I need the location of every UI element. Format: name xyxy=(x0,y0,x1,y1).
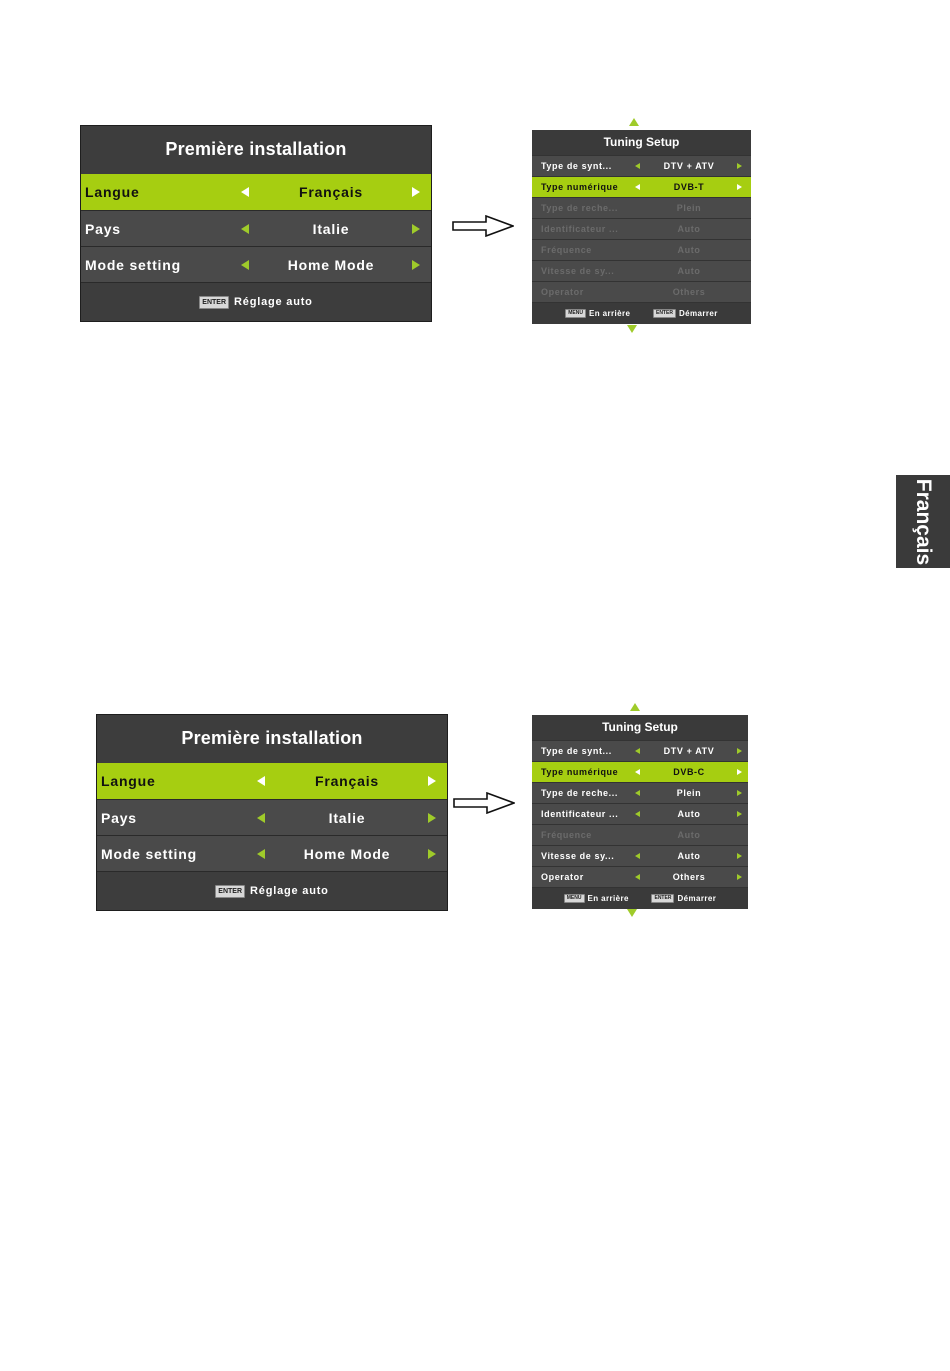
first-install-panel-2 xyxy=(96,714,448,911)
network-id-row[interactable] xyxy=(532,803,748,824)
left-arrow-icon[interactable] xyxy=(241,187,249,197)
row-value: Auto xyxy=(677,245,701,255)
menu-key-icon: MENU xyxy=(564,894,585,903)
left-arrow-icon[interactable] xyxy=(241,224,249,234)
side-tab-label: Français xyxy=(912,478,935,565)
left-arrow-icon[interactable] xyxy=(257,776,265,786)
panel-title: Première installation xyxy=(165,139,347,159)
digital-type-row[interactable] xyxy=(532,761,748,782)
left-arrow-icon[interactable] xyxy=(241,260,249,270)
row-label: Fréquence xyxy=(541,245,592,255)
row-label: Type numérique xyxy=(541,182,619,192)
panel-title: Première installation xyxy=(181,728,363,748)
row-label: Mode setting xyxy=(85,257,181,273)
back-hint[interactable] xyxy=(564,888,629,909)
tuning-type-row[interactable] xyxy=(532,155,751,176)
frequency-row xyxy=(532,824,748,845)
row-value: Français xyxy=(299,184,363,200)
operator-row[interactable] xyxy=(532,866,748,887)
country-row[interactable] xyxy=(97,799,447,835)
enter-key-icon: ENTER xyxy=(651,894,674,903)
language-row[interactable] xyxy=(81,174,431,210)
row-value: DTV + ATV xyxy=(663,746,715,756)
mode-setting-row[interactable] xyxy=(97,835,447,871)
row-label: Vitesse de sy... xyxy=(541,266,615,276)
row-value: DVB-T xyxy=(673,182,705,192)
mode-setting-row[interactable] xyxy=(81,246,431,282)
scroll-up-icon[interactable] xyxy=(629,118,639,126)
row-value: Auto xyxy=(677,809,701,819)
panel-title: Tuning Setup xyxy=(532,715,748,740)
right-arrow-icon[interactable] xyxy=(412,187,420,197)
row-value: Auto xyxy=(677,224,701,234)
hint-text: Réglage auto xyxy=(234,296,313,308)
row-label: Pays xyxy=(85,221,121,237)
row-label: Type de reche... xyxy=(541,203,618,213)
scroll-down-icon[interactable] xyxy=(627,325,637,333)
left-arrow-icon[interactable] xyxy=(635,748,640,754)
right-arrow-icon[interactable] xyxy=(737,769,742,775)
row-value: Home Mode xyxy=(287,257,375,273)
back-text: En arrière xyxy=(589,309,631,318)
left-arrow-icon[interactable] xyxy=(635,790,640,796)
scroll-up-icon[interactable] xyxy=(630,703,640,711)
back-hint[interactable] xyxy=(565,303,630,324)
row-label: Mode setting xyxy=(101,846,197,862)
menu-key-icon: MENU xyxy=(565,309,586,318)
enter-key-icon: ENTER xyxy=(215,885,245,898)
left-arrow-icon[interactable] xyxy=(257,849,265,859)
left-arrow-icon[interactable] xyxy=(635,184,640,190)
row-value: Italie xyxy=(328,810,366,826)
row-label: Vitesse de sy... xyxy=(541,851,615,861)
right-arrow-icon[interactable] xyxy=(428,813,436,823)
right-arrow-icon[interactable] xyxy=(737,790,742,796)
row-value: Plein xyxy=(676,788,702,798)
row-label: Langue xyxy=(101,773,156,789)
row-label: Type numérique xyxy=(541,767,619,777)
row-label: Operator xyxy=(541,287,584,297)
row-value: Home Mode xyxy=(303,846,391,862)
row-value: DTV + ATV xyxy=(663,161,715,171)
tuning-footer xyxy=(532,887,748,909)
row-value: Auto xyxy=(677,851,701,861)
row-label: Type de synt... xyxy=(541,746,612,756)
enter-key-icon: ENTER xyxy=(653,309,676,318)
start-text: Démarrer xyxy=(677,894,717,903)
right-arrow-icon[interactable] xyxy=(737,853,742,859)
country-row[interactable] xyxy=(81,210,431,246)
row-value: DVB-C xyxy=(673,767,705,777)
symbol-rate-row xyxy=(532,260,751,281)
enter-key-icon: ENTER xyxy=(199,296,229,309)
start-text: Démarrer xyxy=(678,309,718,318)
right-arrow-icon[interactable] xyxy=(737,811,742,817)
row-value: Plein xyxy=(676,203,702,213)
tuning-type-row[interactable] xyxy=(532,740,748,761)
row-value: Italie xyxy=(312,221,350,237)
left-arrow-icon[interactable] xyxy=(635,769,640,775)
row-value: Auto xyxy=(677,266,701,276)
tuning-footer xyxy=(532,302,751,324)
right-outline-arrow-icon xyxy=(453,792,515,814)
network-id-row xyxy=(532,218,751,239)
tuning-setup-panel-1 xyxy=(532,130,751,324)
scroll-down-icon[interactable] xyxy=(627,909,637,917)
hint-text: Réglage auto xyxy=(250,885,329,897)
row-label: Type de synt... xyxy=(541,161,612,171)
row-value: Auto xyxy=(677,830,701,840)
row-value: Others xyxy=(672,287,706,297)
right-arrow-icon[interactable] xyxy=(412,260,420,270)
left-arrow-icon[interactable] xyxy=(635,811,640,817)
symbol-rate-row[interactable] xyxy=(532,845,748,866)
start-hint[interactable] xyxy=(651,888,716,909)
operator-row xyxy=(532,281,751,302)
tuning-setup-panel-2 xyxy=(532,715,748,909)
auto-tune-hint[interactable] xyxy=(81,282,431,321)
left-arrow-icon[interactable] xyxy=(257,813,265,823)
row-label: Identificateur ... xyxy=(541,224,619,234)
right-arrow-icon[interactable] xyxy=(428,849,436,859)
left-arrow-icon[interactable] xyxy=(635,874,640,880)
language-row[interactable] xyxy=(97,763,447,799)
row-label: Operator xyxy=(541,872,584,882)
language-side-tab xyxy=(896,475,950,568)
right-arrow-icon[interactable] xyxy=(428,776,436,786)
row-value: Français xyxy=(315,773,379,789)
row-label: Pays xyxy=(101,810,137,826)
auto-tune-hint[interactable] xyxy=(97,871,447,910)
panel-title: Tuning Setup xyxy=(532,130,751,155)
row-value: Others xyxy=(672,872,706,882)
right-arrow-icon[interactable] xyxy=(737,874,742,880)
right-arrow-icon[interactable] xyxy=(737,163,742,169)
start-hint[interactable] xyxy=(653,303,718,324)
left-arrow-icon[interactable] xyxy=(635,853,640,859)
row-label: Langue xyxy=(85,184,140,200)
frequency-row xyxy=(532,239,751,260)
right-outline-arrow-icon xyxy=(452,215,514,237)
row-label: Identificateur ... xyxy=(541,809,619,819)
left-arrow-icon[interactable] xyxy=(635,163,640,169)
search-type-row xyxy=(532,197,751,218)
back-text: En arrière xyxy=(587,894,629,903)
row-label: Fréquence xyxy=(541,830,592,840)
row-label: Type de reche... xyxy=(541,788,618,798)
digital-type-row[interactable] xyxy=(532,176,751,197)
right-arrow-icon[interactable] xyxy=(412,224,420,234)
right-arrow-icon[interactable] xyxy=(737,748,742,754)
right-arrow-icon[interactable] xyxy=(737,184,742,190)
search-type-row[interactable] xyxy=(532,782,748,803)
first-install-panel-1 xyxy=(80,125,432,322)
